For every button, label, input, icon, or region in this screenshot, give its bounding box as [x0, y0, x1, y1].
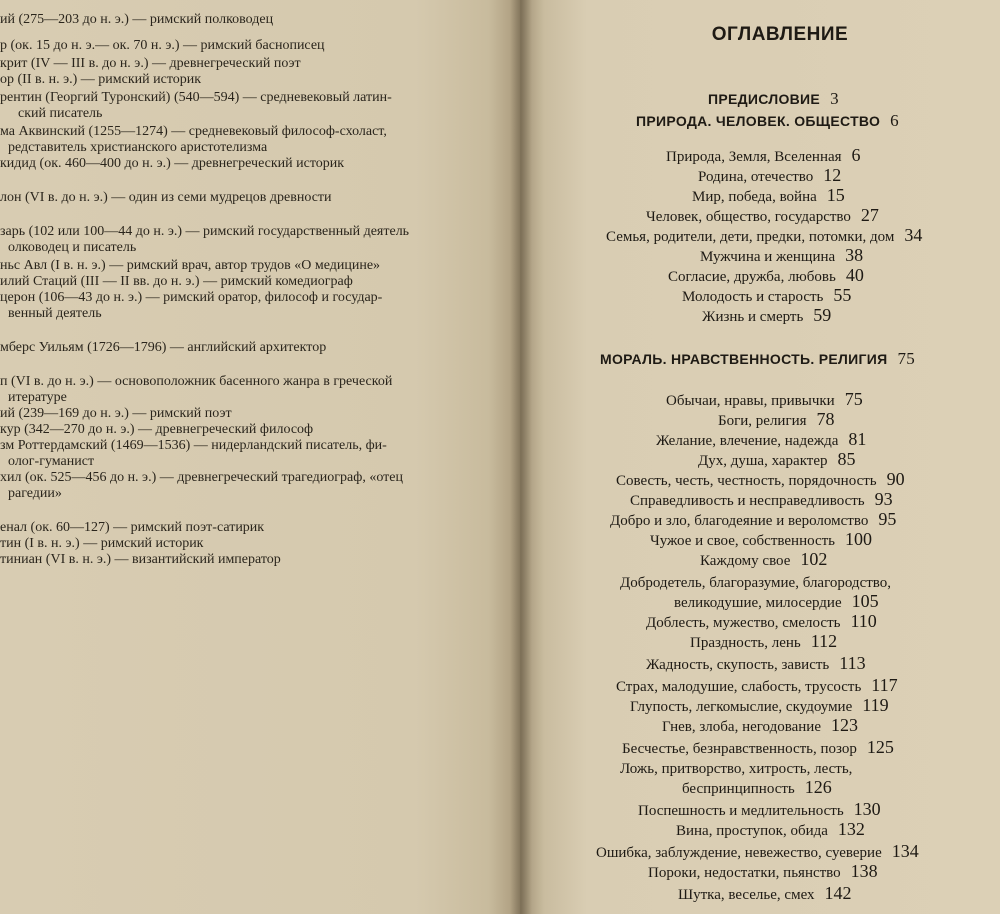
toc-page-number: 15 [826, 185, 845, 205]
toc-entry [674, 592, 879, 612]
index-entry: лон (VI в. до н. э.) — один из семи мудрецов древности [0, 190, 332, 205]
toc-entry-label: Дух, душа, характер [698, 453, 828, 469]
toc-page-number: 126 [804, 777, 832, 797]
index-entry: енал (ок. 60—127) — римский поэт-сатирик [0, 520, 265, 535]
toc-entry [692, 186, 845, 206]
index-entry: п (VI в. до н. э.) — основоположник басенного жанра в греческой [0, 374, 393, 389]
toc-entry [668, 266, 864, 286]
toc-entry [610, 510, 896, 530]
toc-page-number: 134 [891, 841, 919, 861]
toc-entry-label: МОРАЛЬ. НРАВСТВЕННОСТЬ. РЕЛИГИЯ [600, 351, 888, 367]
toc-page-number: 142 [824, 883, 852, 903]
toc-entry [698, 166, 841, 186]
toc-page-number: 132 [837, 819, 865, 839]
toc-page-number: 81 [848, 429, 867, 449]
index-entry: мберс Уильям (1726—1796) — английский архитектор [0, 340, 327, 355]
toc-page-number: 12 [823, 165, 842, 185]
toc-entry [678, 884, 852, 904]
index-entry: венный деятель [8, 306, 102, 321]
toc-entry-label: Природа, Земля, Вселенная [666, 149, 842, 165]
toc-entry [638, 800, 881, 820]
toc-entry-label: Человек, общество, государство [646, 209, 851, 225]
toc-section [600, 350, 915, 368]
toc-entry-label: великодушие, милосердие [674, 595, 842, 611]
toc-entry-label: Вина, проступок, обида [676, 823, 828, 839]
toc-entry [616, 676, 898, 696]
toc-entry-label: Доблесть, мужество, смелость [646, 615, 841, 631]
toc-entry [606, 226, 922, 246]
toc-page-number: 93 [874, 489, 893, 509]
toc-entry-label: беспринципность [682, 781, 795, 797]
toc-entry [646, 612, 877, 632]
index-entry: тиниан (VI в. н. э.) — византийский император [0, 552, 281, 567]
index-entry: тин (I в. н. э.) — римский историк [0, 536, 204, 551]
toc-entry-label: Чужое и свое, собственность [650, 533, 836, 549]
toc-entry [676, 820, 865, 840]
toc-entry-label: Страх, малодушие, слабость, трусость [616, 679, 862, 695]
toc-page-number: 125 [866, 737, 894, 757]
toc-page-number: 113 [839, 653, 866, 673]
toc-page-number: 38 [845, 245, 864, 265]
toc-page-number: 119 [862, 695, 889, 715]
toc-entry [630, 696, 889, 716]
toc-entry [616, 470, 905, 490]
toc-page-number: 138 [850, 861, 878, 881]
index-entry: церон (106—43 до н. э.) — римский оратор, философ и государ- [0, 290, 383, 305]
toc-page-number: 75 [897, 349, 916, 368]
toc-page-number: 40 [845, 265, 864, 285]
toc-entry-label: Согласие, дружба, любовь [668, 269, 836, 285]
index-entry: илий Стаций (III — II вв. до н. э.) — римский комедиограф [0, 274, 353, 289]
toc-entry-label: Совесть, честь, честность, порядочность [616, 473, 877, 489]
toc-entry [718, 410, 835, 430]
toc-page-number: 110 [850, 611, 877, 631]
toc-page-number: 85 [837, 449, 856, 469]
toc-page-number: 34 [904, 225, 923, 245]
toc-entry [630, 490, 893, 510]
toc-entry-label: Каждому свое [700, 553, 791, 569]
index-entry: ский писатель [18, 106, 103, 121]
toc-page-number: 90 [886, 469, 905, 489]
page-title: ОГЛАВЛЕНИЕ [711, 24, 849, 45]
toc-entry [648, 862, 878, 882]
book-gutter [510, 0, 532, 914]
toc-page-number: 75 [844, 389, 863, 409]
index-entry: ий (275—203 до н. э.) — римский полководец [0, 12, 274, 27]
toc-entry-label: Жизнь и смерть [702, 309, 804, 325]
toc-entry [662, 716, 858, 736]
toc-entry-label: Молодость и старость [682, 289, 824, 305]
toc-entry [702, 306, 831, 326]
toc-entry [620, 572, 901, 592]
toc-entry-label: Праздность, лень [690, 635, 801, 651]
toc-entry-label: Ложь, притворство, хитрость, лесть, [620, 761, 853, 777]
index-entry: ий (239—169 до н. э.) — римский поэт [0, 406, 232, 421]
toc-entry [682, 286, 851, 306]
index-entry: рагедии» [8, 486, 62, 501]
toc-entry [700, 550, 827, 570]
toc-entry [596, 842, 919, 862]
toc-page-number: 123 [831, 715, 858, 735]
toc-entry [656, 430, 866, 450]
toc-entry [650, 530, 872, 550]
toc-entry-label: ПРЕДИСЛОВИЕ [708, 91, 821, 107]
toc-entry-label: Жадность, скупость, зависть [646, 657, 830, 673]
index-entry: ньс Авл (I в. н. э.) — римский врач, автор трудов «О медицине» [0, 258, 381, 273]
toc-page-number: 78 [816, 409, 835, 429]
index-entry: итературе [8, 390, 67, 405]
toc-entry [646, 206, 879, 226]
index-entry: ор (II в. н. э.) — римский историк [0, 72, 202, 87]
index-entry: рентин (Георгий Туронский) (540—594) — средневековый латин- [0, 90, 392, 105]
toc-page-number: 100 [845, 529, 873, 549]
toc-entry-label: Обычаи, нравы, привычки [666, 393, 835, 409]
toc-entry [700, 246, 863, 266]
index-entry: олог-гуманист [8, 454, 95, 469]
right-page-contents [520, 0, 1000, 914]
toc-entry [646, 654, 866, 674]
toc-entry [690, 632, 837, 652]
index-entry: хил (ок. 525—456 до н. э.) — древнегреческий трагедиограф, «отец [0, 470, 403, 485]
index-entry: редставитель христианского аристотелизма [8, 140, 268, 155]
toc-entry-label: Пороки, недостатки, пьянство [648, 865, 841, 881]
toc-entry-label: Справедливость и несправедливость [630, 493, 865, 509]
toc-page-number: 3 [830, 89, 839, 108]
index-entry: ма Аквинский (1255—1274) — средневековый философ-схоласт, [0, 124, 387, 139]
toc-section [708, 90, 839, 108]
toc-page-number: 55 [833, 285, 852, 305]
index-entry: кидид (ок. 460—400 до н. э.) — древнегреческий историк [0, 156, 345, 171]
index-entry: кур (342—270 до н. э.) — древнегреческий философ [0, 422, 314, 437]
toc-page-number: 95 [878, 509, 897, 529]
toc-entry-label: ПРИРОДА. ЧЕЛОВЕК. ОБЩЕСТВО [636, 113, 881, 129]
toc-page-number: 130 [853, 799, 881, 819]
toc-entry-label: Гнев, злоба, негодование [662, 719, 821, 735]
toc-page-number: 6 [851, 145, 861, 165]
toc-entry-label: Добро и зло, благодеяние и вероломство [610, 513, 869, 529]
toc-page-number: 6 [890, 111, 899, 130]
toc-entry-label: Желание, влечение, надежда [656, 433, 839, 449]
toc-entry-label: Глупость, легкомыслие, скудоумие [630, 699, 853, 715]
toc-entry-label: Шутка, веселье, смех [678, 887, 815, 903]
toc-entry-label: Семья, родители, дети, предки, потомки, дом [606, 229, 895, 245]
toc-page-number: 105 [851, 591, 879, 611]
toc-entry-label: Мир, победа, война [692, 189, 817, 205]
index-entry: зарь (102 или 100—44 до н. э.) — римский государственный деятель [0, 224, 410, 239]
toc-entry-label: Родина, отечество [698, 169, 814, 185]
index-entry: крит (IV — III в. до н. э.) — древнегреческий поэт [0, 56, 301, 71]
index-entry: зм Роттердамский (1469—1536) — нидерландский писатель, фи- [0, 438, 387, 453]
toc-entry [698, 450, 856, 470]
toc-entry-label: Боги, религия [718, 413, 807, 429]
toc-entry-label: Бесчестье, безнравственность, позор [622, 741, 857, 757]
index-entry: олководец и писатель [8, 240, 137, 255]
toc-section [636, 112, 899, 130]
toc-page-number: 59 [813, 305, 832, 325]
toc-entry-label: Поспешность и медлительность [638, 803, 844, 819]
toc-entry-label: Мужчина и женщина [700, 249, 836, 265]
toc-entry [666, 390, 863, 410]
toc-entry [620, 758, 862, 778]
toc-entry [666, 146, 861, 166]
index-entry: р (ок. 15 до н. э.— ок. 70 н. э.) — римский баснописец [0, 38, 325, 53]
toc-page-number: 27 [860, 205, 879, 225]
toc-entry-label: Добродетель, благоразумие, благородство, [620, 575, 892, 591]
toc-entry [622, 738, 894, 758]
toc-page-number: 117 [871, 675, 898, 695]
toc-page-number: 112 [810, 631, 838, 651]
toc-page-number: 102 [800, 549, 828, 569]
toc-entry [682, 778, 832, 798]
toc-entry-label: Ошибка, заблуждение, невежество, суеверие [596, 845, 882, 861]
